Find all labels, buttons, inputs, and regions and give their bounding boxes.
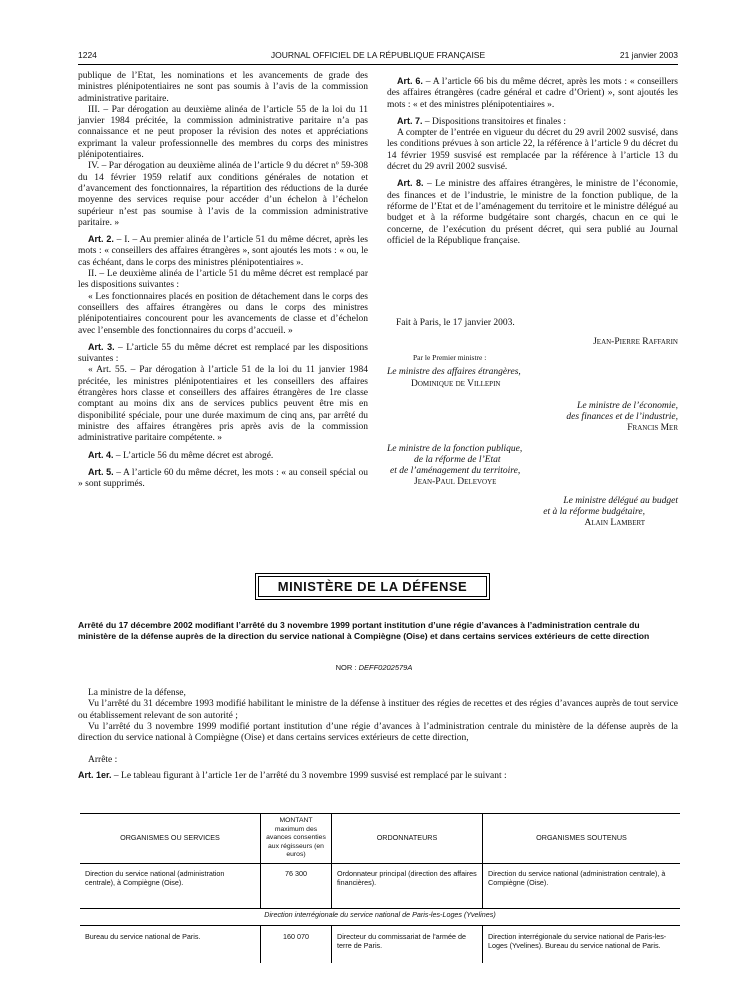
table-cell: Bureau du service national de Paris. [80,926,261,964]
paragraph-text: – I. – Au premier alinéa de l’article 51 du même décret, après les mots : « conseillers des affaires étrangères », sont ajoutés les mots : « ou, le cas échéant, dans le corps des ministres plénipotentiaires ». [78,235,368,268]
left-column-paragraph [78,71,368,105]
signature-par: Par le Premier ministre : [413,353,487,362]
left-column-paragraph [78,105,368,161]
right-column-paragraph [387,128,678,173]
paragraph-text: – Le ministre des affaires étrangères, le ministre de l’économie, des finances et de l’industrie, le ministre de la fonction publique, de la réforme de l’Etat et de l’aménagement du territoire et le ministre délégué au budget et à la réforme budgétaire sont chargés, chacun en ce qui le concerne, de l’exécution du présent décret, qui sera publié au Journal officiel de la République française. [387,179,678,246]
paragraph-text: III. – Par dérogation au deuxième alinéa de l’article 55 de la loi du 11 janvier 1984 précitée, la commission administrative paritaire n’a pas connaissance et ne peut proposer la révision des notes et appréciations exprimant la valeur professionnelle des membres du corps des ministres plénipotentiaires. [78,104,368,161]
table-cell: Directeur du commissariat de l’armée de terre de Paris. [332,926,483,964]
nor-code: DEFF0202579A [358,663,413,672]
signature-eco-name: Francis Mer [627,423,678,433]
paragraph-text: – L’article 55 du même décret est remplacé par les dispositions suivantes : [78,342,368,365]
left-column-paragraph [78,234,368,269]
right-column [387,71,678,247]
signature-foreign-title: Le ministre des affaires étrangères, [387,367,521,377]
paragraph-text: A compter de l’entrée en vigueur du décret du 29 avril 2002 susvisé, dans les conditions prévues à son article 22, la référence à l’article 9 du décret du 14 février 1959 susvisé est remplacée par la référence à l’article 13 du décret du 29 avril 2002 susvisé. [387,128,678,173]
table-header-cell: MONTANT maximum des avances consenties aux régisseurs (en euros) [261,814,332,864]
arrete-vu-2: Vu l’arrêté du 3 novembre 1999 modifié portant institution d’une régie d’avances à l’administration centrale du ministère de la défense auprès de la direction du service national à Compiègne (Oise) et dans certains services extérieurs de cette direction, [78,721,678,744]
table-cell: Direction interrégionale du service national de Paris-les-Loges (Yvelines). Bureau du service national de Paris. [483,926,681,964]
signature-budget-title-2: et à la réforme budgétaire, [543,507,645,517]
right-column-paragraph [387,178,678,247]
paragraph-text: « Art. 55. – Par dérogation à l’article 51 de la loi du 11 janvier 1984 précitée, les ministres plénipotentiaires et les conseillers des affaires étrangères hors classe et conseillers des affaires étrangères de 1re classe comptant au moins dix ans de services publics peuvent être mis en disponibilité spéciale, pour une durée maximum de cinq ans, par arrêté du ministre des affaires étrangères pris après avis de la commission administrative paritaire compétente. » [78,365,368,444]
table-cell: 76 300 [261,864,332,909]
article-label: Art. 5. [88,466,114,477]
paragraph-text: « Les fonctionnaires placés en position de détachement dans le corps des conseillers des affaires étrangères ou dans le corps des ministres plénipotentiaires concourent pour les avancements de classe et d’échelon avec l’ensemble des fonctionnaires du corps d’accueil. » [78,291,368,336]
table-header-cell: ORGANISMES SOUTENUS [483,814,681,864]
article-label: Art. 7. [397,115,423,126]
left-column-paragraph [78,467,368,491]
left-column-paragraph [78,292,368,337]
left-column [78,71,368,490]
left-column-paragraph [78,269,368,292]
signature-fp-title-2: de la réforme de l’Etat [414,455,501,465]
arrete-vu-1: Vu l’arrêté du 31 décembre 1993 modifié habilitant le ministre de la défense à instituer des régies de recettes et des régies d’avances auprès de tout service ou établissement relevant de son autorité ; [78,699,678,721]
left-column-paragraph [78,450,368,462]
page-header [78,50,678,64]
ministry-title: MINISTÈRE DE LA DÉFENSE [258,576,487,597]
table-row [80,864,680,909]
article-label: Art. 8. [397,178,424,189]
signature-date: Fait à Paris, le 17 janvier 2003. [396,318,515,328]
paragraph-text: – Dispositions transitoires et finales : [422,116,567,127]
paragraph-text: – A l’article 60 du même décret, les mots : « au conseil spécial ou » sont supprimés. [78,467,368,490]
table-row [80,909,680,926]
article-label: Art. 6. [397,76,423,86]
signature-eco-title-1: Le ministre de l’économie, [577,401,678,411]
arrete-body [78,688,678,782]
article-1-label: Art. 1er. [78,769,112,780]
signature-budget-name: Alain Lambert [584,518,645,528]
table-header-cell: ORDONNATEURS [332,814,483,864]
nor-label: NOR : [335,663,359,672]
signature-pm: Jean-Pierre Raffarin [593,337,678,347]
right-column-paragraph [387,76,678,111]
issue-date: 21 janvier 2003 [619,50,678,60]
table-direction-cell: Direction interrégionale du service national de Paris-les-Loges (Yvelines) [80,909,680,926]
article-label: Art. 4. [88,449,114,460]
signature-eco-title-2: des finances et de l’industrie, [566,412,678,422]
journal-title: JOURNAL OFFICIEL DE LA RÉPUBLIQUE FRANÇAISE [270,50,486,60]
right-column-paragraph [387,116,678,128]
regie-table [80,813,680,963]
table-header-cell: ORGANISMES OU SERVICES [80,814,261,864]
page-number: 1224 [78,50,97,60]
signature-budget-title-1: Le ministre délégué au budget [563,496,678,506]
arrete-minister: La ministre de la défense, [88,688,186,698]
table-cell: 160 070 [261,926,332,964]
paragraph-text: – A l’article 66 bis du même décret, après les mots : « conseillers des affaires étrangères (cadre général et cadre d’Orient) », sont ajoutés les mots : « et des ministres plénipotentiaires ». [387,77,678,110]
arrete-title: Arrêté du 17 décembre 2002 modifiant l’arrêté du 3 novembre 1999 portant institution d’une régie d’avances à l’administration centrale du ministère de la défense auprès de la direction du service national à Compiègne (Oise) et dans certains services extérieurs de cette direction [78,620,650,641]
table-cell: Direction du service national (administration centrale), à Compiègne (Oise). [483,864,681,909]
arrete-article-1 [78,770,678,782]
signature-fp-name: Jean-Paul Delevoye [414,477,497,487]
signature-fp-title-3: et de l’aménagement du territoire, [390,466,521,476]
ministry-box [255,573,490,600]
table-row [80,926,680,964]
header-rule [78,64,678,65]
signature-foreign-name: Dominique de Villepin [411,379,501,389]
left-column-paragraph [78,161,368,229]
article-label: Art. 2. [88,234,114,245]
left-column-paragraph [78,365,368,444]
signature-fp-title-1: Le ministre de la fonction publique, [387,444,523,454]
paragraph-text: publique de l’Etat, les nominations et les avancements de grade des ministres plénipotentiaires ne sont pas soumis à l’avis de la commission administrative paritaire. [78,71,368,104]
table-header-row [80,814,680,864]
article-label: Art. 3. [88,341,115,352]
table-cell: Direction du service national (administration centrale), à Compiègne (Oise). [80,864,261,909]
paragraph-text: – L’article 56 du même décret est abrogé. [113,450,274,461]
paragraph-text: IV. – Par dérogation au deuxième alinéa de l’article 9 du décret nº 59-308 du 14 février 1959 relatif aux conditions générales de notation et d’avancement des fonctionnaires, la répartition des réductions de la durée moyenne des services requise pour accéder d’un échelon à l’échelon supérieur n’est pas soumise à l’avis de la commission administrative paritaire. » [78,161,368,228]
table-cell: Ordonnateur principal (direction des affaires financières). [332,864,483,909]
nor-reference [0,663,748,672]
paragraph-text: II. – Le deuxième alinéa de l’article 51 du même décret est remplacé par les dispositions suivantes : [78,269,368,291]
article-1-text: – Le tableau figurant à l’article 1er de l’arrêté du 3 novembre 1999 susvisé est remplacé par le suivant : [111,770,507,781]
arrete-decree: Arrête : [88,755,118,766]
left-column-paragraph [78,342,368,366]
